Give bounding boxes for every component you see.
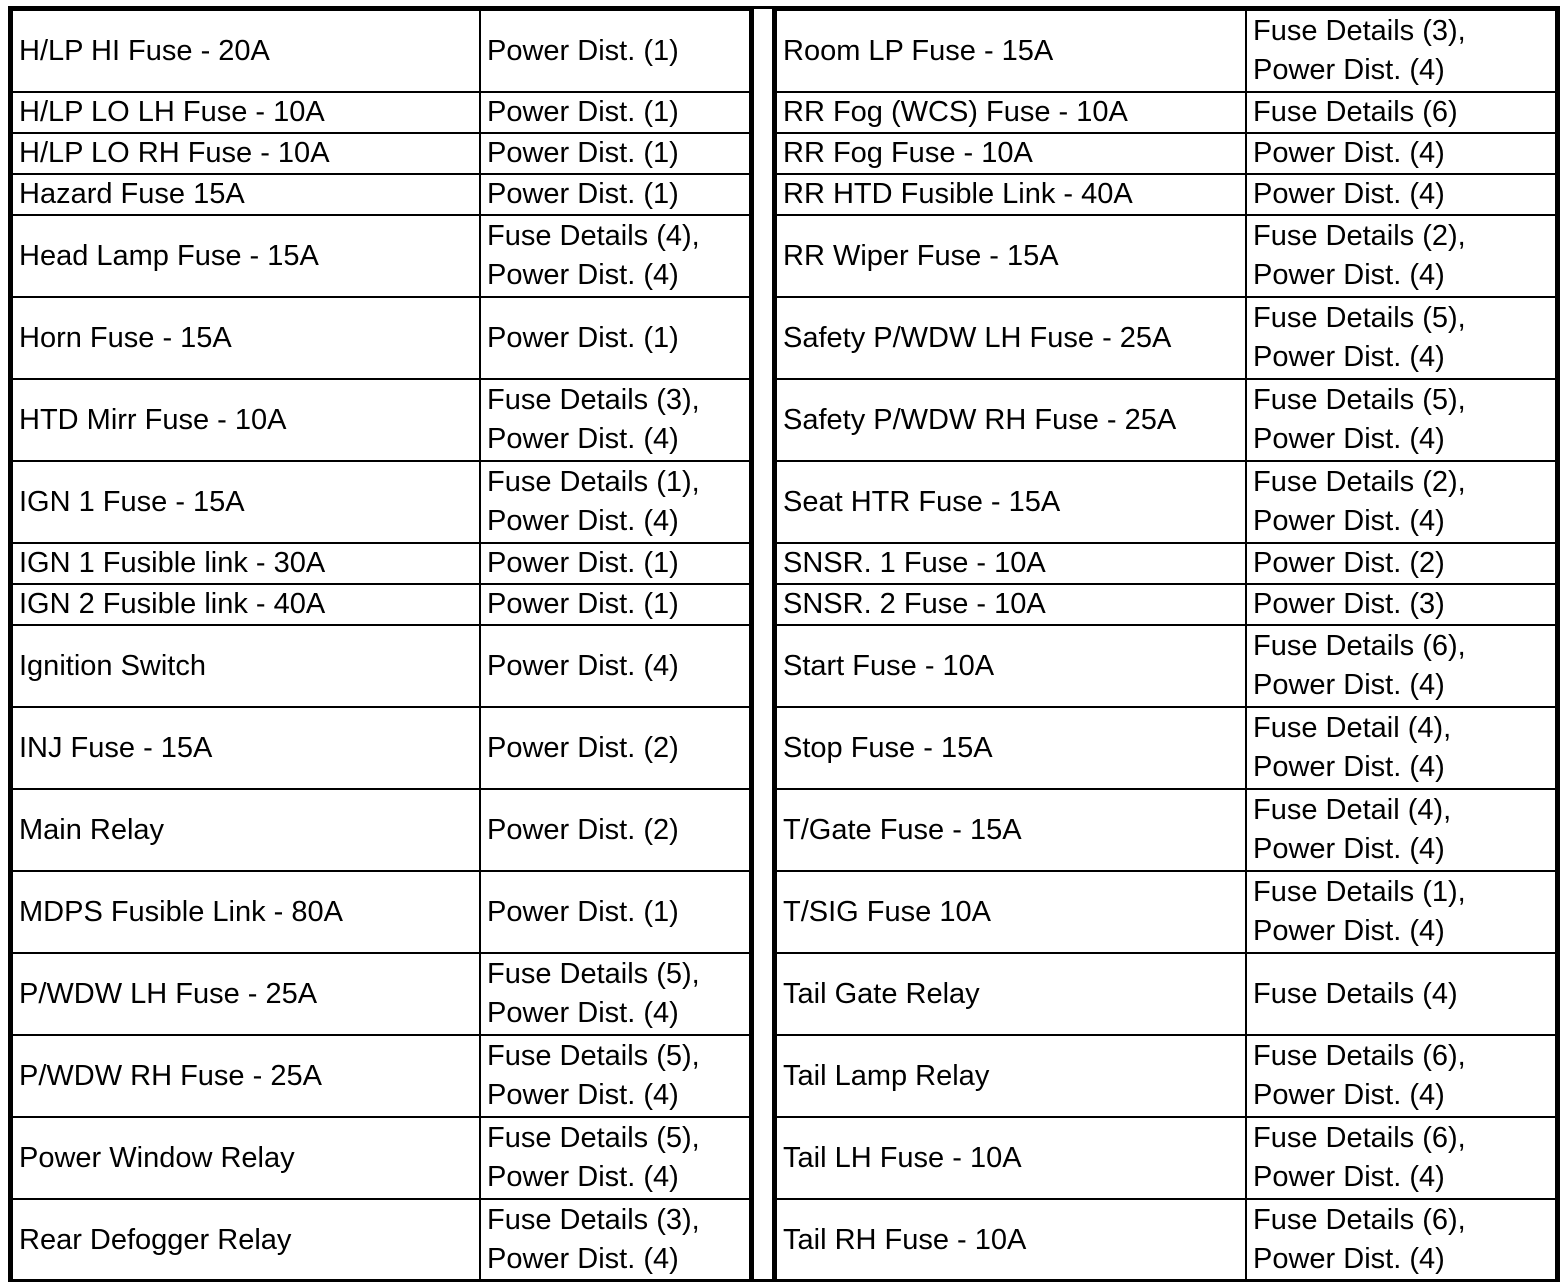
- component-name-cell: Rear Defogger Relay: [12, 1199, 480, 1281]
- table-row: [12, 10, 750, 92]
- component-name-cell: Start Fuse - 10A: [776, 625, 1246, 707]
- table-row: [12, 789, 750, 871]
- component-name-cell: Room LP Fuse - 15A: [776, 10, 1246, 92]
- reference-cell: Fuse Details (3), Power Dist. (4): [480, 379, 750, 461]
- component-name-cell: P/WDW LH Fuse - 25A: [12, 953, 480, 1035]
- table-row: [12, 707, 750, 789]
- component-name-cell: H/LP HI Fuse - 20A: [12, 10, 480, 92]
- reference-cell: Fuse Details (6), Power Dist. (4): [1246, 1117, 1556, 1199]
- component-name-cell: H/LP LO RH Fuse - 10A: [12, 133, 480, 174]
- reference-cell: Fuse Detail (4), Power Dist. (4): [1246, 789, 1556, 871]
- table-row: [776, 707, 1556, 789]
- table-row: [12, 625, 750, 707]
- table-row: [12, 133, 750, 174]
- reference-cell: Fuse Details (6), Power Dist. (4): [1246, 625, 1556, 707]
- reference-cell: Fuse Details (2), Power Dist. (4): [1246, 461, 1556, 543]
- component-name-cell: T/Gate Fuse - 15A: [776, 789, 1246, 871]
- reference-cell: Fuse Details (3), Power Dist. (4): [1246, 10, 1556, 92]
- component-name-cell: T/SIG Fuse 10A: [776, 871, 1246, 953]
- reference-cell: Fuse Details (5), Power Dist. (4): [1246, 297, 1556, 379]
- reference-cell: Power Dist. (4): [1246, 174, 1556, 215]
- table-row: [12, 1117, 750, 1199]
- component-name-cell: Stop Fuse - 15A: [776, 707, 1246, 789]
- reference-cell: Fuse Details (5), Power Dist. (4): [480, 1117, 750, 1199]
- table-row: [12, 871, 750, 953]
- table-row: [12, 174, 750, 215]
- table-row: [12, 584, 750, 625]
- table-row: [776, 871, 1556, 953]
- reference-cell: Power Dist. (2): [480, 707, 750, 789]
- component-name-cell: IGN 1 Fusible link - 30A: [12, 543, 480, 584]
- reference-cell: Fuse Details (2), Power Dist. (4): [1246, 215, 1556, 297]
- component-name-cell: Head Lamp Fuse - 15A: [12, 215, 480, 297]
- table-row: [12, 1035, 750, 1117]
- component-name-cell: Tail LH Fuse - 10A: [776, 1117, 1246, 1199]
- component-name-cell: IGN 1 Fuse - 15A: [12, 461, 480, 543]
- component-name-cell: RR Fog (WCS) Fuse - 10A: [776, 92, 1246, 133]
- table-row: [776, 1035, 1556, 1117]
- table-row: [12, 92, 750, 133]
- right-half-table: [775, 9, 1557, 1282]
- component-name-cell: IGN 2 Fusible link - 40A: [12, 584, 480, 625]
- component-name-cell: Tail Lamp Relay: [776, 1035, 1246, 1117]
- component-name-cell: SNSR. 1 Fuse - 10A: [776, 543, 1246, 584]
- table-row: [12, 379, 750, 461]
- table-row: [12, 1199, 750, 1281]
- table-row: [776, 133, 1556, 174]
- reference-cell: Fuse Details (6): [1246, 92, 1556, 133]
- component-name-cell: Seat HTR Fuse - 15A: [776, 461, 1246, 543]
- component-name-cell: RR Wiper Fuse - 15A: [776, 215, 1246, 297]
- reference-cell: Fuse Details (1), Power Dist. (4): [1246, 871, 1556, 953]
- table-row: [776, 625, 1556, 707]
- reference-cell: Power Dist. (2): [480, 789, 750, 871]
- reference-cell: Fuse Details (5), Power Dist. (4): [1246, 379, 1556, 461]
- table-row: [776, 953, 1556, 1035]
- table-row: [776, 789, 1556, 871]
- reference-cell: Fuse Details (6), Power Dist. (4): [1246, 1199, 1556, 1281]
- table-row: [776, 1117, 1556, 1199]
- table-row: [776, 215, 1556, 297]
- component-name-cell: HTD Mirr Fuse - 10A: [12, 379, 480, 461]
- reference-cell: Fuse Detail (4), Power Dist. (4): [1246, 707, 1556, 789]
- reference-cell: Fuse Details (5), Power Dist. (4): [480, 1035, 750, 1117]
- component-name-cell: P/WDW RH Fuse - 25A: [12, 1035, 480, 1117]
- table-row: [776, 543, 1556, 584]
- reference-cell: Power Dist. (1): [480, 871, 750, 953]
- table-row: [12, 461, 750, 543]
- component-name-cell: Safety P/WDW RH Fuse - 25A: [776, 379, 1246, 461]
- table-row: [12, 953, 750, 1035]
- table-row: [12, 297, 750, 379]
- left-half-table: [11, 9, 751, 1282]
- reference-cell: Power Dist. (1): [480, 92, 750, 133]
- component-name-cell: Power Window Relay: [12, 1117, 480, 1199]
- reference-cell: Power Dist. (1): [480, 297, 750, 379]
- reference-cell: Power Dist. (4): [480, 625, 750, 707]
- table-row: [776, 92, 1556, 133]
- component-name-cell: Horn Fuse - 15A: [12, 297, 480, 379]
- component-name-cell: Tail Gate Relay: [776, 953, 1246, 1035]
- table-row: [776, 584, 1556, 625]
- reference-cell: Power Dist. (1): [480, 584, 750, 625]
- component-name-cell: MDPS Fusible Link - 80A: [12, 871, 480, 953]
- reference-cell: Power Dist. (1): [480, 133, 750, 174]
- reference-cell: Power Dist. (2): [1246, 543, 1556, 584]
- table-row: [776, 174, 1556, 215]
- table-row: [12, 543, 750, 584]
- table-row: [776, 10, 1556, 92]
- reference-cell: Power Dist. (3): [1246, 584, 1556, 625]
- reference-cell: Fuse Details (4), Power Dist. (4): [480, 215, 750, 297]
- component-name-cell: Ignition Switch: [12, 625, 480, 707]
- component-name-cell: RR HTD Fusible Link - 40A: [776, 174, 1246, 215]
- reference-cell: Fuse Details (4): [1246, 953, 1556, 1035]
- table-row: [776, 297, 1556, 379]
- fuse-reference-table: [8, 6, 1560, 1282]
- table-row: [12, 215, 750, 297]
- reference-cell: Fuse Details (6), Power Dist. (4): [1246, 1035, 1556, 1117]
- reference-cell: Power Dist. (1): [480, 543, 750, 584]
- component-name-cell: Hazard Fuse 15A: [12, 174, 480, 215]
- component-name-cell: H/LP LO LH Fuse - 10A: [12, 92, 480, 133]
- component-name-cell: Tail RH Fuse - 10A: [776, 1199, 1246, 1281]
- table-row: [776, 1199, 1556, 1281]
- component-name-cell: Safety P/WDW LH Fuse - 25A: [776, 297, 1246, 379]
- reference-cell: Power Dist. (1): [480, 174, 750, 215]
- column-divider: [751, 9, 775, 1279]
- component-name-cell: INJ Fuse - 15A: [12, 707, 480, 789]
- reference-cell: Fuse Details (1), Power Dist. (4): [480, 461, 750, 543]
- table-row: [776, 379, 1556, 461]
- reference-cell: Power Dist. (4): [1246, 133, 1556, 174]
- table-row: [776, 461, 1556, 543]
- component-name-cell: RR Fog Fuse - 10A: [776, 133, 1246, 174]
- reference-cell: Fuse Details (5), Power Dist. (4): [480, 953, 750, 1035]
- reference-cell: Fuse Details (3), Power Dist. (4): [480, 1199, 750, 1281]
- component-name-cell: Main Relay: [12, 789, 480, 871]
- component-name-cell: SNSR. 2 Fuse - 10A: [776, 584, 1246, 625]
- reference-cell: Power Dist. (1): [480, 10, 750, 92]
